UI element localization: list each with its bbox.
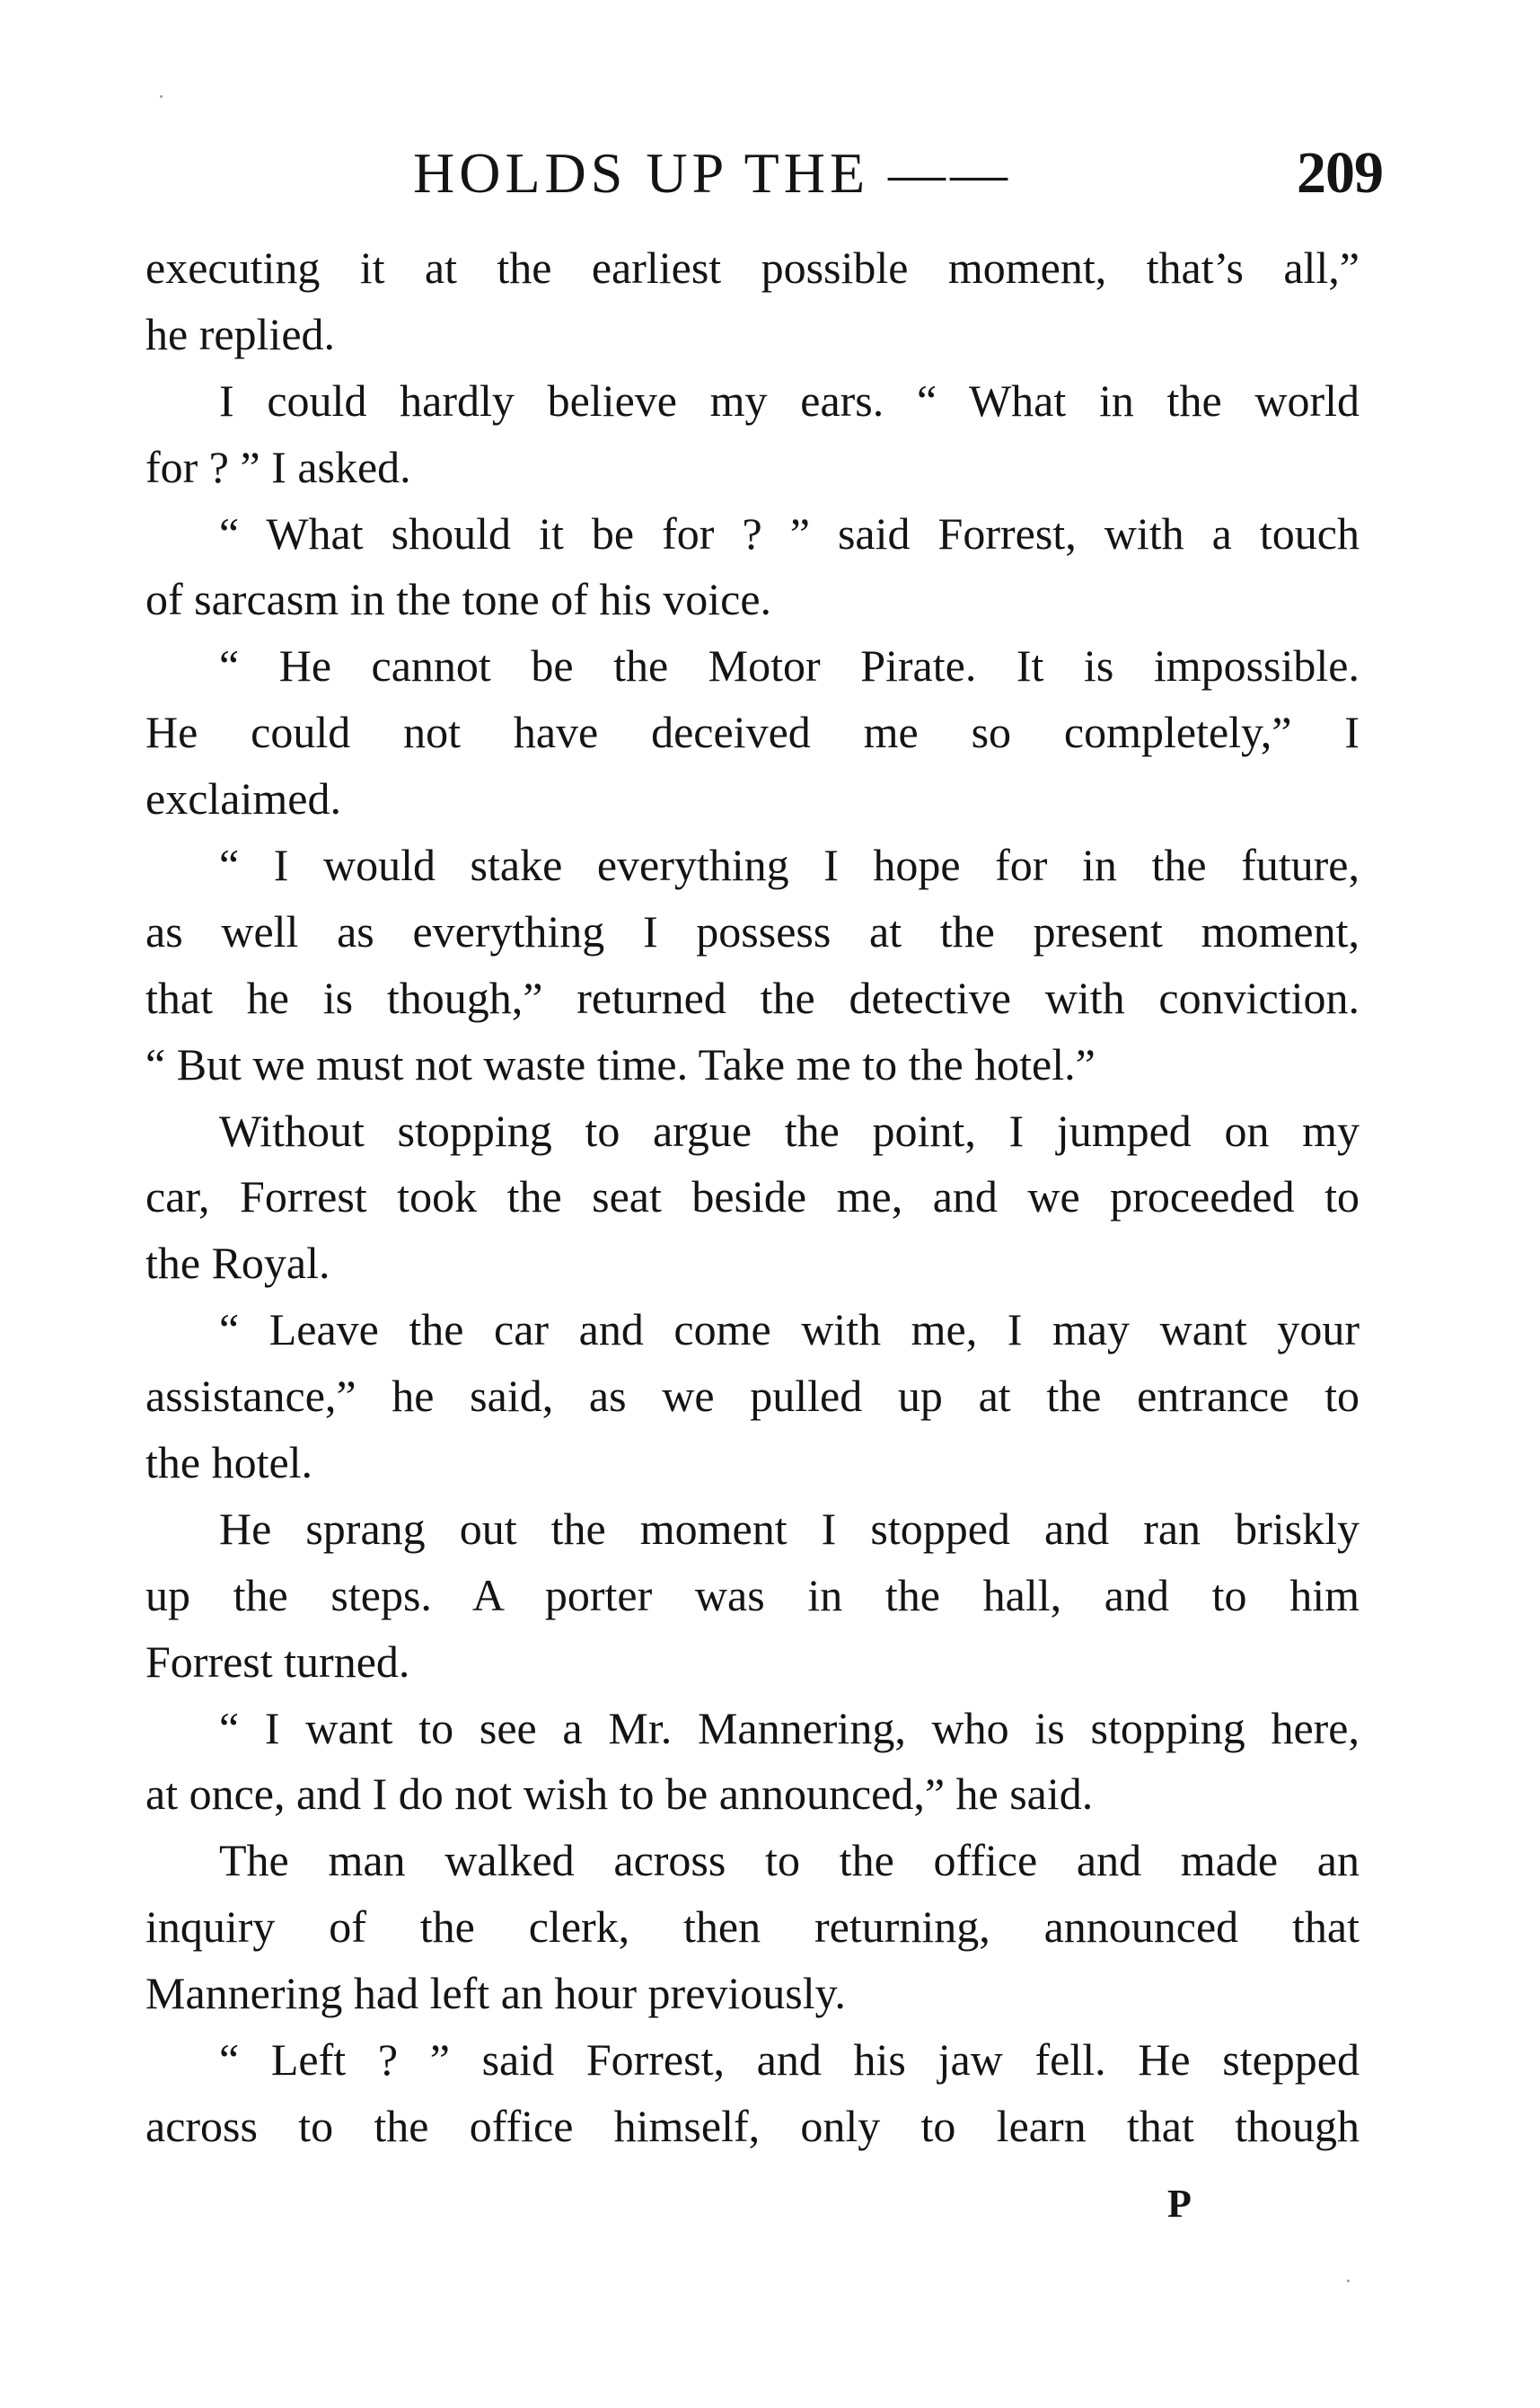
text-line: he replied. <box>145 308 336 359</box>
text-line: “ I want to see a Mr. Mannering, who is stopping here, <box>219 1702 1360 1753</box>
text-line: at once, and I do not wish to be announced,” he said. <box>145 1769 1094 1820</box>
signature-mark: P <box>1167 2182 1192 2226</box>
text-line: that he is though,” returned the detective with conviction. <box>145 972 1360 1023</box>
text-line: “ I would stake everything I hope for in the future, <box>219 840 1360 891</box>
text-line: Without stopping to argue the point, I jumped on my <box>219 1105 1360 1156</box>
text-line: car, Forrest took the seat beside me, and we proceeded to <box>145 1171 1360 1222</box>
paper-speck <box>160 95 163 98</box>
text-line: Forrest turned. <box>145 1636 410 1687</box>
body-text <box>145 235 1360 2160</box>
text-line: assistance,” he said, as we pulled up at the entrance to <box>145 1371 1360 1422</box>
text-line: He sprang out the moment I stopped and ran briskly <box>219 1503 1360 1554</box>
text-line: “ But we must not waste time. Take me to the hotel.” <box>145 1038 1096 1089</box>
text-line: the hotel. <box>145 1437 313 1488</box>
text-line: the Royal. <box>145 1238 330 1289</box>
running-title: HOLDS UP THE —— <box>413 141 1013 205</box>
text-line: I could hardly believe my ears. “ What in the world <box>219 375 1360 426</box>
text-line: as well as everything I possess at the present moment, <box>145 905 1360 957</box>
text-line: “ What should it be for ? ” said Forrest, with a touch <box>219 507 1360 559</box>
text-line: inquiry of the clerk, then returning, announced that <box>145 1901 1360 1953</box>
text-line: of sarcasm in the tone of his voice. <box>145 574 772 625</box>
text-line: up the steps. A porter was in the hall, and to him <box>145 1569 1360 1620</box>
text-line: exclaimed. <box>145 773 341 825</box>
page-number: 209 <box>1297 140 1383 206</box>
text-line: executing it at the earliest possible moment, that’s all,” <box>145 243 1360 293</box>
text-line: for ? ” I asked. <box>145 441 411 492</box>
text-line: The man walked across to the office and made an <box>219 1835 1360 1886</box>
text-line: “ Leave the car and come with me, I may want your <box>219 1304 1360 1355</box>
text-line: across to the office himself, only to learn that though <box>145 2100 1360 2151</box>
text-line: Mannering had left an hour previously. <box>145 1968 846 2019</box>
page-header <box>413 133 1383 214</box>
text-line: “ He cannot be the Motor Pirate. It is impossible. <box>219 640 1360 692</box>
paper-speck <box>1347 2280 1350 2282</box>
text-line: He could not have deceived me so completely,” I <box>145 707 1360 758</box>
text-line: “ Left ? ” said Forrest, and his jaw fell. He stepped <box>219 2034 1360 2086</box>
